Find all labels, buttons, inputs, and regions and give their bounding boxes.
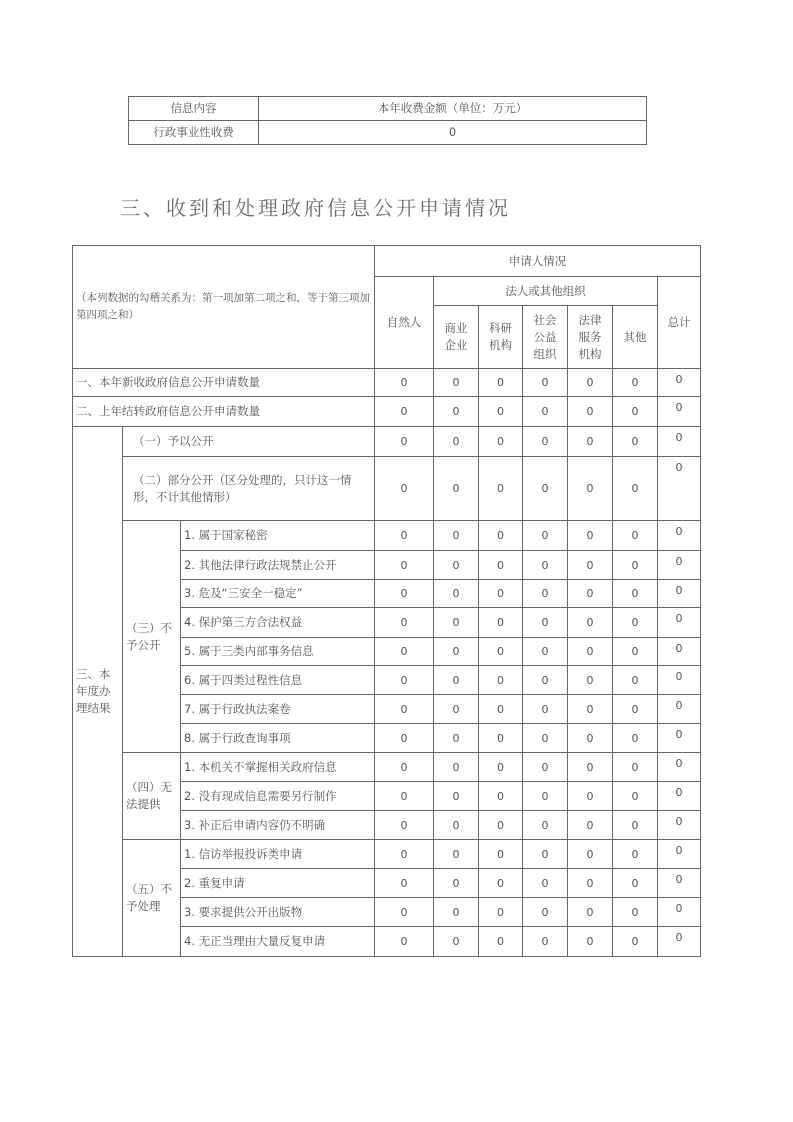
value-cell: 0 bbox=[434, 608, 479, 638]
group-label: （五）不予处理 bbox=[123, 840, 181, 957]
value-cell: 0 bbox=[613, 638, 658, 666]
group-label: （四）无法提供 bbox=[123, 753, 181, 840]
value-cell: 0 bbox=[613, 840, 658, 869]
row-label: 8. 属于行政查询事项 bbox=[181, 724, 375, 753]
value-cell: 0 bbox=[613, 811, 658, 840]
value-cell: 0 bbox=[613, 666, 658, 695]
value-cell: 0 bbox=[479, 397, 523, 427]
section-title: 三、收到和处理政府信息公开申请情况 bbox=[120, 196, 511, 220]
value-cell: 0 bbox=[568, 753, 613, 782]
value-cell: 0 bbox=[568, 811, 613, 840]
row-label: 4. 保护第三方合法权益 bbox=[181, 608, 375, 638]
value-cell: 0 bbox=[479, 782, 523, 811]
value-cell: 0 bbox=[523, 840, 568, 869]
row-label: 1. 本机关不掌握相关政府信息 bbox=[181, 753, 375, 782]
value-cell: 0 bbox=[568, 580, 613, 608]
value-cell: 0 bbox=[523, 811, 568, 840]
row-label: 7. 属于行政执法案卷 bbox=[181, 695, 375, 724]
value-cell: 0 bbox=[523, 580, 568, 608]
value-cell: 0 bbox=[613, 782, 658, 811]
value-cell: 0 bbox=[375, 369, 434, 397]
row-label: 2. 没有现成信息需要另行制作 bbox=[181, 782, 375, 811]
value-cell: 0 bbox=[479, 580, 523, 608]
value-cell: 0 bbox=[523, 927, 568, 957]
value-cell: 0 bbox=[568, 666, 613, 695]
value-cell: 0 bbox=[434, 457, 479, 521]
value-cell: 0 bbox=[523, 898, 568, 927]
value-cell: 0 bbox=[375, 427, 434, 457]
value-cell: 0 bbox=[568, 840, 613, 869]
header-legal-col: 社会公益组织 bbox=[523, 306, 568, 369]
value-cell: 0 bbox=[434, 898, 479, 927]
value-cell: 0 bbox=[613, 724, 658, 753]
value-cell: 0 bbox=[479, 638, 523, 666]
row-label: 3. 补正后申请内容仍不明确 bbox=[181, 811, 375, 840]
value-cell: 0 bbox=[434, 369, 479, 397]
value-cell: 0 bbox=[523, 608, 568, 638]
value-cell: 0 bbox=[479, 869, 523, 898]
value-cell: 0 bbox=[479, 457, 523, 521]
value-cell: 0 bbox=[523, 369, 568, 397]
value-cell: 0 bbox=[434, 427, 479, 457]
value-cell: 0 bbox=[479, 521, 523, 551]
value-cell: 0 bbox=[375, 811, 434, 840]
total-cell: 0 bbox=[658, 369, 701, 397]
row-label: 二、上年结转政府信息公开申请数量 bbox=[73, 397, 375, 427]
row-label: 6. 属于四类过程性信息 bbox=[181, 666, 375, 695]
value-cell: 0 bbox=[523, 782, 568, 811]
row-label: 3. 要求提供公开出版物 bbox=[181, 898, 375, 927]
header-info-content: 信息内容 bbox=[129, 97, 259, 121]
row-label: 4. 无正当理由大量反复申请 bbox=[181, 927, 375, 957]
value-cell: 0 bbox=[568, 638, 613, 666]
total-cell: 0 bbox=[658, 869, 701, 898]
value-cell: 0 bbox=[434, 753, 479, 782]
value-cell: 0 bbox=[434, 695, 479, 724]
value-cell: 0 bbox=[375, 551, 434, 580]
value-cell: 0 bbox=[375, 869, 434, 898]
value-cell: 0 bbox=[568, 427, 613, 457]
value-cell: 0 bbox=[375, 666, 434, 695]
total-cell: 0 bbox=[658, 666, 701, 695]
row-label: 1. 属于国家秘密 bbox=[181, 521, 375, 551]
value-cell: 0 bbox=[568, 927, 613, 957]
value-cell: 0 bbox=[375, 782, 434, 811]
total-cell: 0 bbox=[658, 397, 701, 427]
table-note: （本列数据的勾稽关系为：第一项加第二项之和，等于第三项加第四项之和） bbox=[73, 246, 375, 369]
total-cell: 0 bbox=[658, 695, 701, 724]
value-cell: 0 bbox=[375, 695, 434, 724]
value-cell: 0 bbox=[613, 369, 658, 397]
value-cell: 0 bbox=[568, 782, 613, 811]
header-legal-entity: 法人或其他组织 bbox=[434, 277, 658, 306]
value-cell: 0 bbox=[613, 427, 658, 457]
row-label: 一、本年新收政府信息公开申请数量 bbox=[73, 369, 375, 397]
value-cell: 0 bbox=[613, 869, 658, 898]
value-cell: 0 bbox=[568, 724, 613, 753]
value-cell: 0 bbox=[613, 608, 658, 638]
total-cell: 0 bbox=[658, 580, 701, 608]
value-cell: 0 bbox=[434, 840, 479, 869]
table-row bbox=[73, 457, 701, 521]
value-cell: 0 bbox=[434, 397, 479, 427]
total-cell: 0 bbox=[658, 551, 701, 580]
group-label: （三）不予公开 bbox=[123, 521, 181, 753]
total-cell: 0 bbox=[658, 753, 701, 782]
table-row bbox=[73, 753, 701, 782]
value-cell: 0 bbox=[479, 427, 523, 457]
fee-table-header bbox=[129, 97, 647, 121]
value-cell: 0 bbox=[568, 608, 613, 638]
header-fee-amount: 本年收费金额（单位：万元） bbox=[259, 97, 647, 121]
value-cell: 0 bbox=[523, 753, 568, 782]
row-label: （二）部分公开（区分处理的，只计这一情形，不计其他情形） bbox=[123, 457, 375, 521]
value-cell: 0 bbox=[479, 369, 523, 397]
value-cell: 0 bbox=[568, 457, 613, 521]
total-cell: 0 bbox=[658, 811, 701, 840]
value-cell: 0 bbox=[479, 753, 523, 782]
value-cell: 0 bbox=[523, 427, 568, 457]
header-legal-col: 其他 bbox=[613, 306, 658, 369]
value-cell: 0 bbox=[375, 753, 434, 782]
value-cell: 0 bbox=[434, 521, 479, 551]
value-cell: 0 bbox=[523, 724, 568, 753]
value-cell: 0 bbox=[375, 638, 434, 666]
value-cell: 0 bbox=[523, 638, 568, 666]
row-label: 3. 危及“三安全一稳定” bbox=[181, 580, 375, 608]
header-applicant: 申请人情况 bbox=[375, 246, 701, 277]
total-cell: 0 bbox=[658, 608, 701, 638]
total-cell: 0 bbox=[658, 840, 701, 869]
value-cell: 0 bbox=[375, 724, 434, 753]
value-cell: 0 bbox=[613, 927, 658, 957]
row-label: 5. 属于三类内部事务信息 bbox=[181, 638, 375, 666]
value-cell: 0 bbox=[375, 521, 434, 551]
value-cell: 0 bbox=[375, 608, 434, 638]
total-cell: 0 bbox=[658, 521, 701, 551]
value-cell: 0 bbox=[434, 551, 479, 580]
value-cell: 0 bbox=[479, 840, 523, 869]
value-cell: 0 bbox=[479, 927, 523, 957]
header-total: 总计 bbox=[658, 277, 701, 369]
value-cell: 0 bbox=[434, 666, 479, 695]
value-cell: 0 bbox=[613, 521, 658, 551]
total-cell: 0 bbox=[658, 638, 701, 666]
value-cell: 0 bbox=[375, 927, 434, 957]
table-row bbox=[73, 397, 701, 427]
value-cell: 0 bbox=[479, 724, 523, 753]
header-legal-col: 商业企业 bbox=[434, 306, 479, 369]
value-cell: 0 bbox=[479, 695, 523, 724]
value-cell: 0 bbox=[523, 397, 568, 427]
row-label: 2. 其他法律行政法规禁止公开 bbox=[181, 551, 375, 580]
value-cell: 0 bbox=[568, 869, 613, 898]
value-cell: 0 bbox=[434, 811, 479, 840]
value-cell: 0 bbox=[568, 898, 613, 927]
header-legal-col: 法律服务机构 bbox=[568, 306, 613, 369]
value-cell: 0 bbox=[613, 580, 658, 608]
value-cell: 0 bbox=[434, 580, 479, 608]
value-cell: 0 bbox=[613, 551, 658, 580]
table-row bbox=[73, 369, 701, 397]
value-cell: 0 bbox=[568, 369, 613, 397]
total-cell: 0 bbox=[658, 427, 701, 457]
table-row bbox=[73, 427, 701, 457]
value-cell: 0 bbox=[613, 457, 658, 521]
fee-label: 行政事业性收费 bbox=[129, 121, 259, 145]
value-cell: 0 bbox=[479, 898, 523, 927]
value-cell: 0 bbox=[375, 580, 434, 608]
fee-value: 0 bbox=[259, 121, 647, 145]
total-cell: 0 bbox=[658, 724, 701, 753]
value-cell: 0 bbox=[479, 811, 523, 840]
header-legal-col: 科研机构 bbox=[479, 306, 523, 369]
application-table bbox=[72, 245, 701, 957]
fee-table bbox=[128, 96, 647, 145]
value-cell: 0 bbox=[434, 782, 479, 811]
table-row bbox=[73, 840, 701, 869]
value-cell: 0 bbox=[434, 638, 479, 666]
value-cell: 0 bbox=[479, 551, 523, 580]
header-natural-person: 自然人 bbox=[375, 277, 434, 369]
row-label: 1. 信访举报投诉类申请 bbox=[181, 840, 375, 869]
value-cell: 0 bbox=[568, 695, 613, 724]
value-cell: 0 bbox=[434, 927, 479, 957]
value-cell: 0 bbox=[613, 753, 658, 782]
value-cell: 0 bbox=[375, 397, 434, 427]
total-cell: 0 bbox=[658, 457, 701, 521]
value-cell: 0 bbox=[613, 695, 658, 724]
row-label: 2. 重复申请 bbox=[181, 869, 375, 898]
value-cell: 0 bbox=[434, 869, 479, 898]
value-cell: 0 bbox=[434, 724, 479, 753]
value-cell: 0 bbox=[375, 457, 434, 521]
value-cell: 0 bbox=[568, 551, 613, 580]
value-cell: 0 bbox=[568, 521, 613, 551]
value-cell: 0 bbox=[523, 457, 568, 521]
fee-table-row bbox=[129, 121, 647, 145]
value-cell: 0 bbox=[523, 695, 568, 724]
table-row bbox=[73, 521, 701, 551]
value-cell: 0 bbox=[523, 551, 568, 580]
value-cell: 0 bbox=[613, 397, 658, 427]
total-cell: 0 bbox=[658, 782, 701, 811]
value-cell: 0 bbox=[375, 840, 434, 869]
total-cell: 0 bbox=[658, 927, 701, 957]
value-cell: 0 bbox=[479, 666, 523, 695]
row-label: （一）予以公开 bbox=[123, 427, 375, 457]
value-cell: 0 bbox=[613, 898, 658, 927]
value-cell: 0 bbox=[568, 397, 613, 427]
value-cell: 0 bbox=[523, 869, 568, 898]
total-cell: 0 bbox=[658, 898, 701, 927]
section3-label: 三、本年度办理结果 bbox=[73, 427, 123, 957]
value-cell: 0 bbox=[479, 608, 523, 638]
value-cell: 0 bbox=[523, 521, 568, 551]
value-cell: 0 bbox=[523, 666, 568, 695]
value-cell: 0 bbox=[375, 898, 434, 927]
